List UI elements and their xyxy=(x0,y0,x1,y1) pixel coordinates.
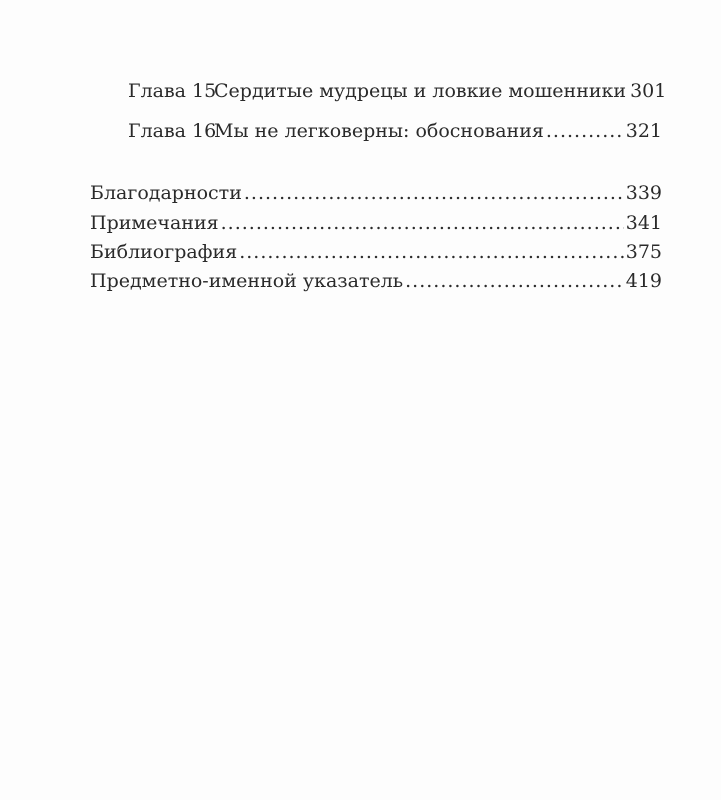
entry-title: Благодарности xyxy=(90,182,242,204)
page-number: 301 xyxy=(630,80,667,102)
toc-entry-acknowledgements xyxy=(90,182,662,204)
toc-entry-notes xyxy=(90,212,662,234)
chapter-title: Мы не легковерны: обоснования xyxy=(214,120,544,142)
leader-dots xyxy=(244,182,624,204)
leader-dots xyxy=(546,120,624,142)
entry-title: Примечания xyxy=(90,212,219,234)
toc-entry-chapter-16 xyxy=(128,120,662,142)
page-number: 321 xyxy=(625,120,662,142)
toc-entry-chapter-15 xyxy=(128,80,667,102)
toc-entry-bibliography xyxy=(90,241,662,263)
leader-dots xyxy=(221,212,624,234)
entry-title: Библиография xyxy=(90,241,238,263)
page-number: 375 xyxy=(625,241,662,263)
entry-title: Предметно-именной указатель xyxy=(90,270,404,292)
page-number: 419 xyxy=(625,270,662,292)
page-number: 341 xyxy=(625,212,662,234)
chapter-title: Сердитые мудрецы и ловкие мошенники xyxy=(214,80,627,102)
toc-entry-index xyxy=(90,270,662,292)
leader-dots xyxy=(239,241,624,263)
leader-dots xyxy=(405,270,624,292)
chapter-label: Глава 15 xyxy=(128,80,217,102)
chapter-label: Глава 16 xyxy=(128,120,217,142)
page-number: 339 xyxy=(625,182,662,204)
